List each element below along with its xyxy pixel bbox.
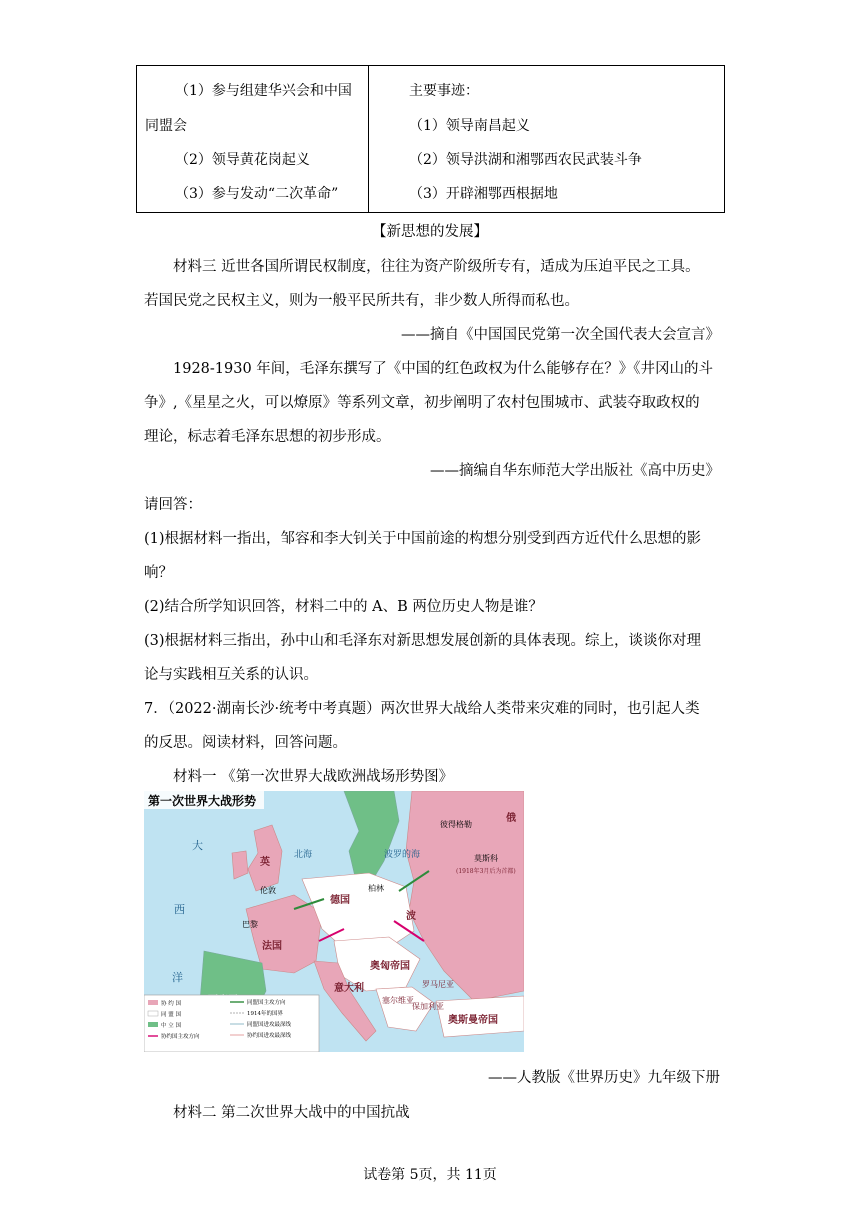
legend-entente: 协 约 国: [161, 1001, 181, 1007]
para2-line-3: 理论，标志着毛泽东思想的初步形成。: [144, 429, 391, 445]
map-label-london: 伦敦: [260, 886, 276, 895]
map-title: 第一次世界大战形势: [148, 794, 257, 808]
map-label-germany: 德国: [330, 895, 350, 906]
table-right-line-2: （1）领导南昌起义: [409, 118, 530, 134]
map-label-moscow: 莫斯科: [474, 854, 498, 863]
para2-source: ——摘编自华东师范大学出版社《高中历史》: [430, 463, 720, 479]
question-1-line-1: (1)根据材料一指出，邹容和李大钊关于中国前途的构想分别受到西方近代什么思想的影: [144, 531, 702, 547]
map-label-petrograd: 彼得格勒: [440, 820, 472, 829]
table-left-line-3: （2）领导黄花岗起义: [175, 152, 310, 168]
map-label-moscow-note: (1918年3月后为首都): [456, 868, 516, 875]
page-footer: 试卷第 5页，共 11页: [363, 1167, 497, 1183]
map-label-romania: 罗马尼亚: [422, 980, 454, 989]
map-label-ocean-2: 西: [174, 903, 185, 916]
map-label-italy: 意大利: [334, 983, 364, 994]
map-label-north-sea: 北海: [294, 850, 313, 860]
legend-central: 同 盟 国: [161, 1012, 181, 1018]
map-label-berlin: 柏林: [368, 884, 384, 893]
map-label-austria-hungary: 奥匈帝国: [370, 961, 410, 972]
map-label-baltic: 波罗的海: [384, 850, 421, 860]
question-7-line-1: 7．（2022·湖南长沙·统考中考真题）两次世界大战给人类带来灾难的同时，也引起人类: [144, 701, 700, 717]
question-7-line-2: 的反思。阅读材料，回答问题。: [144, 735, 347, 751]
legend-central-attack: 同盟国主攻方向: [247, 1000, 286, 1006]
material3-line-2: 若国民党之民权主义，则为一般平民所共有，非少数人所得而私也。: [144, 293, 579, 309]
para2-line-1: 1928-1930 年间，毛泽东撰写了《中国的红色政权为什么能够存在？》《井冈山的斗: [173, 361, 714, 377]
map-label-bulgaria: 保加利亚: [412, 1002, 444, 1011]
table-left-line-2: 同盟会: [145, 118, 187, 134]
material3-line-1: 材料三 近世各国所谓民权制度，往往为资产阶级所专有，适成为压迫平民之工具。: [173, 259, 700, 275]
map-label-ocean-3: 洋: [172, 971, 183, 984]
map-source: ——人教版《世界历史》九年级下册: [488, 1070, 720, 1086]
table-right-line-1: 主要事迹：: [409, 83, 479, 99]
map-label-uk: 英: [260, 857, 270, 868]
map-label-paris: 巴黎: [242, 920, 258, 929]
legend-neutral: 中 立 国: [161, 1023, 181, 1029]
material2-title: 材料二 第二次世界大战中的中国抗战: [173, 1105, 410, 1121]
map-label-russia: 俄: [506, 813, 516, 824]
table-left-line-1: （1）参与组建华兴会和中国: [175, 83, 352, 99]
map-label-ottoman: 奥斯曼帝国: [448, 1015, 498, 1026]
table-divider: [368, 66, 369, 212]
legend-entente-attack: 协约国主攻方向: [161, 1034, 200, 1040]
material3-source: ——摘自《中国国民党第一次全国代表大会宣言》: [401, 327, 720, 343]
section-title: 【新思想的发展】: [372, 224, 488, 240]
map-label-france: 法国: [262, 941, 282, 952]
events-table: [136, 65, 725, 213]
legend-entente-deepest: 协约国进攻最深线: [247, 1033, 292, 1039]
question-2: (2)结合所学知识回答，材料二中的 A、B 两位历史人物是谁？: [144, 599, 543, 615]
table-left-line-4: （3）参与发动“二次革命”: [175, 186, 339, 202]
ww1-europe-map: [144, 791, 524, 1052]
answer-prompt: 请回答：: [144, 497, 202, 513]
legend-border-1914: 1914年的国界: [247, 1011, 283, 1017]
table-right-line-4: （3）开辟湘鄂西根据地: [409, 186, 558, 202]
map-label-poland: 波: [406, 911, 416, 922]
para2-line-2: 争》,《星星之火，可以燎原》等系列文章，初步阐明了农村包围城市、武装夺取政权的: [144, 395, 700, 411]
material1-title: 材料一 《第一次世界大战欧洲战场形势图》: [173, 769, 454, 785]
map-label-serbia: 塞尔维亚: [382, 996, 414, 1005]
map-label-ocean-1: 大: [192, 839, 203, 852]
question-3-line-1: (3)根据材料三指出，孙中山和毛泽东对新思想发展创新的具体表现。综上，谈谈你对理: [144, 633, 702, 649]
table-right-line-3: （2）领导洪湖和湘鄂西农民武装斗争: [409, 152, 642, 168]
question-3-line-2: 论与实践相互关系的认识。: [144, 667, 318, 683]
legend-central-deepest: 同盟国进攻最深线: [247, 1022, 292, 1028]
question-1-line-2: 响？: [144, 565, 173, 581]
